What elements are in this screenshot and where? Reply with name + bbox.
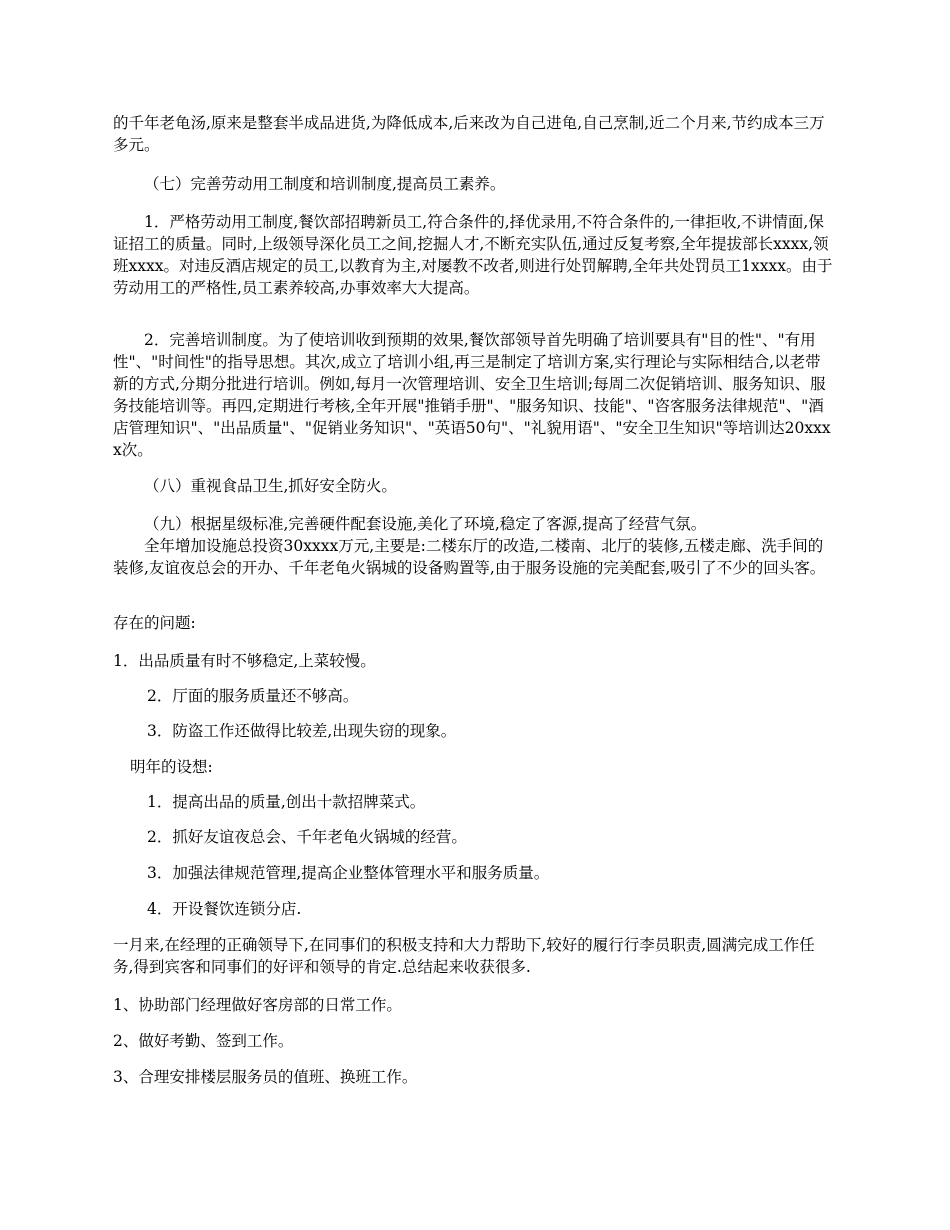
paragraph-continued-soup: 的千年老龟汤,原来是整套半成品进货,为降低成本,后来改为自己进龟,自己烹制,近二个月来,节约成本三万多元。 <box>113 114 825 154</box>
paragraph-training-system: 2．完善培训制度。为了使培训收到预期的效果,餐饮部领导首先明确了培训要具有"目的性"、"有用性"、"时间性"的指导思想。其次,成立了培训小组,再三是制定了培训方案,实行理论与实际相结合,以老带新的方式,分期分批进行培训。例如,每月一次管理培训、安全卫生培训;每周二次促销培训、服务知识、服务技能培训等。再四,定期进行考核,全年开展"推销手册"、"服务知识、技能"、"咨客服务法律规范"、"酒店管理知识"、"出品质量"、"促销业务知识"、"英语50句"、"礼貌用语"、"安全卫生知识"等培训达20xxxx次。 <box>113 331 831 459</box>
duty-item-1: 1、协助部门经理做好客房部的日常工作。 <box>113 996 402 1014</box>
heading-section-8: （八）重视食品卫生,抓好安全防火。 <box>144 477 397 495</box>
paragraph-labor-system: 1．严格劳动用工制度,餐饮部招聘新员工,符合条件的,择优录用,不符合条件的,一律拒收,不讲情面,保证招工的质量。同时,上级领导深化员工之间,挖掘人才,不断充实队伍,通过反复考察,全年提拔部长xxxx,领班xxxx。对违反酒店规定的员工,以教育为主,对屡教不改者,则进行处罚解聘,全年共处罚员工1xxxx。由于劳动用工的严格性,员工素养较高,办事效率大大提高。 <box>113 213 833 297</box>
paragraph-monthly-summary: 一月来,在经理的正确领导下,在同事们的积极支持和大力帮助下,较好的履行行李员职责,圆满完成工作任务,得到宾客和同事们的好评和领导的肯定.总结起来收获很多. <box>113 936 815 976</box>
plan-item-3: 3．加强法律规范管理,提高企业整体管理水平和服务质量。 <box>147 864 550 882</box>
plan-item-2: 2．抓好友谊夜总会、千年老龟火锅城的经营。 <box>147 828 467 846</box>
problem-item-3: 3．防盗工作还做得比较差,出现失窃的现象。 <box>147 722 457 740</box>
plan-item-4: 4．开设餐饮连锁分店. <box>147 900 302 918</box>
heading-section-9: （九）根据星级标准,完善硬件配套设施,美化了环境,稳定了客源,提高了经营气氛。 <box>144 515 707 533</box>
heading-next-year-plans: 明年的设想: <box>130 758 213 776</box>
duty-item-2: 2、做好考勤、签到工作。 <box>113 1032 294 1050</box>
duty-item-3: 3、合理安排楼层服务员的值班、换班工作。 <box>113 1068 418 1086</box>
problem-item-2: 2．厅面的服务质量还不够高。 <box>147 687 359 705</box>
heading-section-7: （七）完善劳动用工制度和培训制度,提高员工素养。 <box>144 175 506 193</box>
heading-existing-problems: 存在的问题: <box>113 614 196 632</box>
plan-item-1: 1．提高出品的质量,创出十款招牌菜式。 <box>147 793 426 811</box>
paragraph-facility-investment: 全年增加设施总投资30xxxx万元,主要是:二楼东厅的改造,二楼南、北厅的装修,五楼走廊、洗手间的装修,友谊夜总会的开办、千年老龟火锅城的设备购置等,由于服务设施的完美配套,吸引了不少的回头客。 <box>113 537 826 577</box>
problem-item-1: 1．出品质量有时不够稳定,上菜较慢。 <box>113 652 376 670</box>
